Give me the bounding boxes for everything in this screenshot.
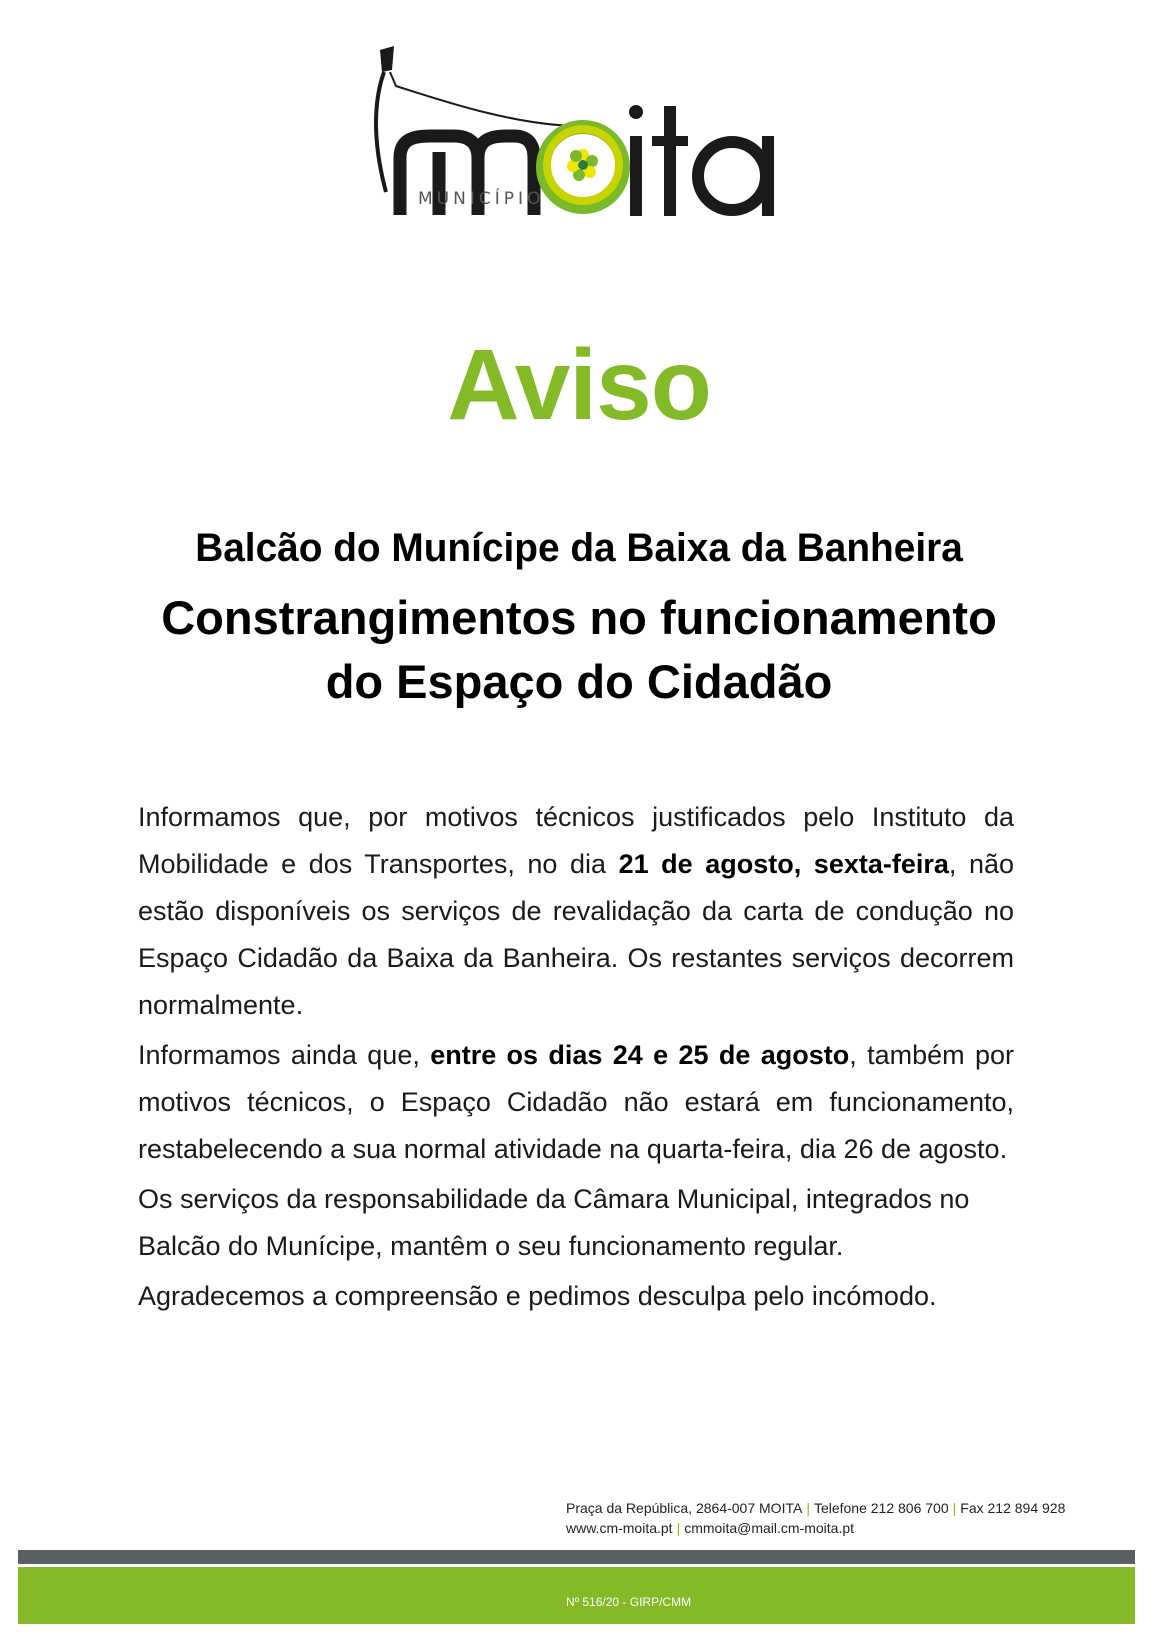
logo-subtitle: MUNICÍPIO — [418, 189, 545, 209]
paragraph-1-text-b: , não estão disponíveis os serviços de revalidação da carta de condução no Espaço Cidadão da Baixa da Banheira. Os restantes serviços decorrem normalmente. — [138, 849, 1014, 1020]
paragraph-1-text-a: Informamos que, por motivos técnicos justificados pelo Instituto da Mobilidade e dos Transportes, no dia — [138, 802, 1014, 879]
paragraph-4: Agradecemos a compreensão e pedimos desculpa pelo incómodo. — [138, 1281, 937, 1311]
paragraph-3: Os serviços da responsabilidade da Câmara Municipal, integrados no Balcão do Munícipe, mantêm o seu funcionamento regular. — [138, 1184, 970, 1261]
heading-office: Balcão do Munícipe da Baixa da Banheira — [195, 526, 963, 570]
heading-subject-line2: do Espaço do Cidadão — [325, 655, 833, 708]
footer-address: Praça da República, 2864-007 MOITA — [566, 1500, 803, 1516]
separator: | — [806, 1500, 810, 1516]
footer-line-2 — [566, 1518, 1065, 1538]
paragraph-2 — [138, 1032, 1014, 1173]
heading-subject-line1: Constrangimentos no funcionamento — [161, 591, 997, 644]
paragraph-2-text-b: , também por motivos técnicos, o Espaço Cidadão não estará em funcionamento, restabelecendo a sua normal atividade na quarta-feira, dia 26 de agosto. — [138, 1040, 1014, 1164]
footer-gray-bar — [18, 1550, 1135, 1564]
footer-line-1 — [566, 1498, 1065, 1518]
footer-email-link[interactable]: cmmoita@mail.cm-moita.pt — [684, 1520, 855, 1536]
paragraph-1-bold-date: 21 de agosto, sexta-feira — [618, 849, 949, 879]
paragraph-2-text-a: Informamos ainda que, — [138, 1040, 431, 1070]
footer-website-link[interactable]: www.cm-moita.pt — [566, 1520, 673, 1536]
separator: | — [676, 1520, 681, 1536]
notice-body — [138, 794, 1014, 1323]
document-code: Nº 516/20 - GIRP/CMM — [566, 1595, 692, 1609]
paragraph-2-bold-dates: entre os dias 24 e 25 de agosto — [430, 1040, 850, 1070]
notice-title: Aviso — [447, 329, 711, 441]
footer-phone: Telefone 212 806 700 — [813, 1500, 949, 1516]
heading-subject — [0, 586, 1158, 714]
municipio-moita-logo — [370, 40, 790, 230]
footer-fax: Fax 212 894 928 — [960, 1500, 1066, 1516]
footer-contact — [566, 1498, 1065, 1538]
paragraph-1 — [138, 794, 1014, 1029]
separator: | — [952, 1500, 957, 1516]
